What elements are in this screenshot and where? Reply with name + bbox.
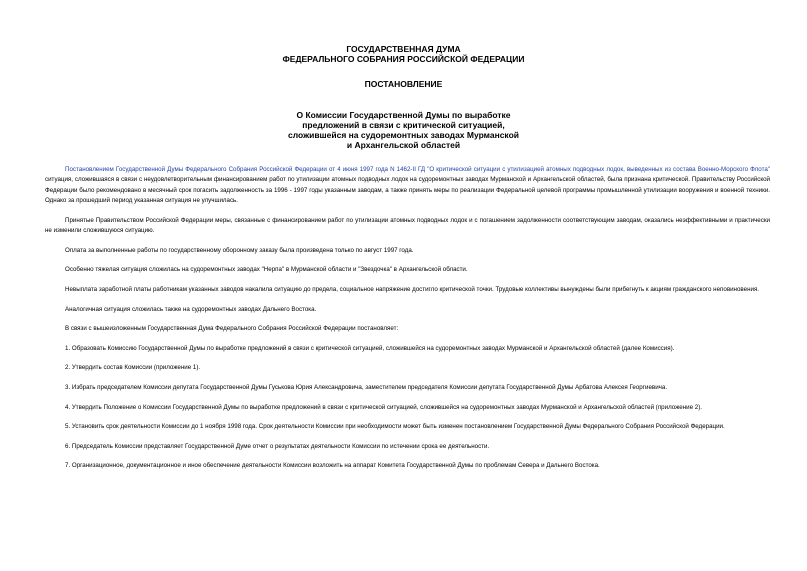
document-body [45, 165, 770, 481]
resolution-item-7: 7. Организационное, документационное и иное обеспечение деятельности Комиссии возложить на аппарат Комитета Государственной Думы по проблемам Севера и Дальнего Востока. [65, 462, 600, 470]
paragraph-1-text: ситуация, сложившаяся в связи с неудовлетворительным финансированием работ по утилизации атомных подводных лодок на судоремонтных заводах Мурманской и Архангельской областей, была признана критической. Правительству Российской Федерации было рекомендовано в месячный срок погасить задолженность за 1996 - 1997 годы указанным заводам, а также принять меры по реализации Федеральной целевой программы промышленной утилизации вооружения и военной техники. Однако за прошедший период указанная ситуация не улучшилась. [45, 176, 770, 205]
resolution-item-6: 6. Председатель Комиссии представляет Государственной Думе отчет о результатах деятельности Комиссии по истечении срока ее деятельности. [65, 442, 490, 450]
resolution-item-1: 1. Образовать Комиссию Государственной Думы по выработке предложений в связи с критической ситуацией, сложившейся на судоремонтных заводах Мурманской и Архангельской областей (далее Комиссия). [65, 344, 675, 352]
document-title [0, 110, 807, 150]
paragraph-2: Принятые Правительством Российской Федерации меры, связанные с финансированием работ по утилизации атомных подводных лодок и с погашением задолженности соответствующим заводам, оказались неэффективными и практически не изменили сложившуюся ситуацию. [45, 216, 770, 235]
title-line-1: О Комиссии Государственной Думы по выработке [296, 110, 511, 120]
resolution-item-4: 4. Утвердить Положение о Комиссии Государственной Думы по выработке предложений в связи с критической ситуацией, сложившейся на судоремонтных заводах Мурманской и Архангельской областей (приложение 2). [65, 403, 702, 411]
paragraph-1 [45, 165, 770, 207]
paragraph-6: Аналогичная ситуация сложилась также на судоремонтных заводах Дальнего Востока. [65, 305, 317, 313]
org-line-2: ФЕДЕРАЛЬНОГО СОБРАНИЯ РОССИЙСКОЙ ФЕДЕРАЦИИ [282, 54, 525, 64]
org-line-1: ГОСУДАРСТВЕННАЯ ДУМА [346, 44, 461, 54]
title-line-2: предложений в связи с критической ситуацией, [302, 120, 505, 130]
title-line-3: сложившейся на судоремонтных заводах Мурманской [287, 130, 519, 140]
document-type: ПОСТАНОВЛЕНИЕ [364, 79, 443, 89]
resolution-item-2: 2. Утвердить состав Комиссии (приложение 1). [65, 364, 201, 372]
paragraph-7: В связи с вышеизложенным Государственная Дума Федерального Собрания Российской Федерации постановляет: [65, 325, 399, 333]
resolution-reference-link[interactable]: Постановлением Государственной Думы Федерального Собрания Российской Федерации от 4 июня 1997 года N 1462-II ГД "О критической ситуации с утилизацией атомных подводных лодок, выведенных из состава Военно-Морского Флота" [65, 166, 770, 173]
paragraph-5: Невыплата заработной платы работникам указанных заводов накалила ситуацию до предела, социальное напряжение достигло критической точки. Трудовые коллективы вынуждены были прибегнуть к акциям гражданского неповиновения. [65, 286, 760, 293]
issuing-body [0, 44, 807, 64]
resolution-item-5: 5. Установить срок деятельности Комиссии до 1 ноября 1998 года. Срок деятельности Комиссии при необходимости может быть изменен постановлением Государственной Думы Федерального Собрания Российской Федерации. [65, 423, 725, 431]
paragraph-3: Оплата за выполненные работы по государственному оборонному заказу была произведена только по август 1997 года. [65, 246, 414, 254]
paragraph-4: Особенно тяжелая ситуация сложилась на судоремонтных заводах "Нерпа" в Мурманской области и "Звездочка" в Архангельской области. [65, 266, 468, 274]
title-line-4: и Архангельской областей [346, 140, 461, 150]
resolution-item-3: 3. Избрать председателем Комиссии депутата Государственной Думы Гуськова Юрия Александровича, заместителем председателя Комиссии депутата Государственной Думы Арбатова Алексея Георгиевича. [65, 383, 668, 391]
